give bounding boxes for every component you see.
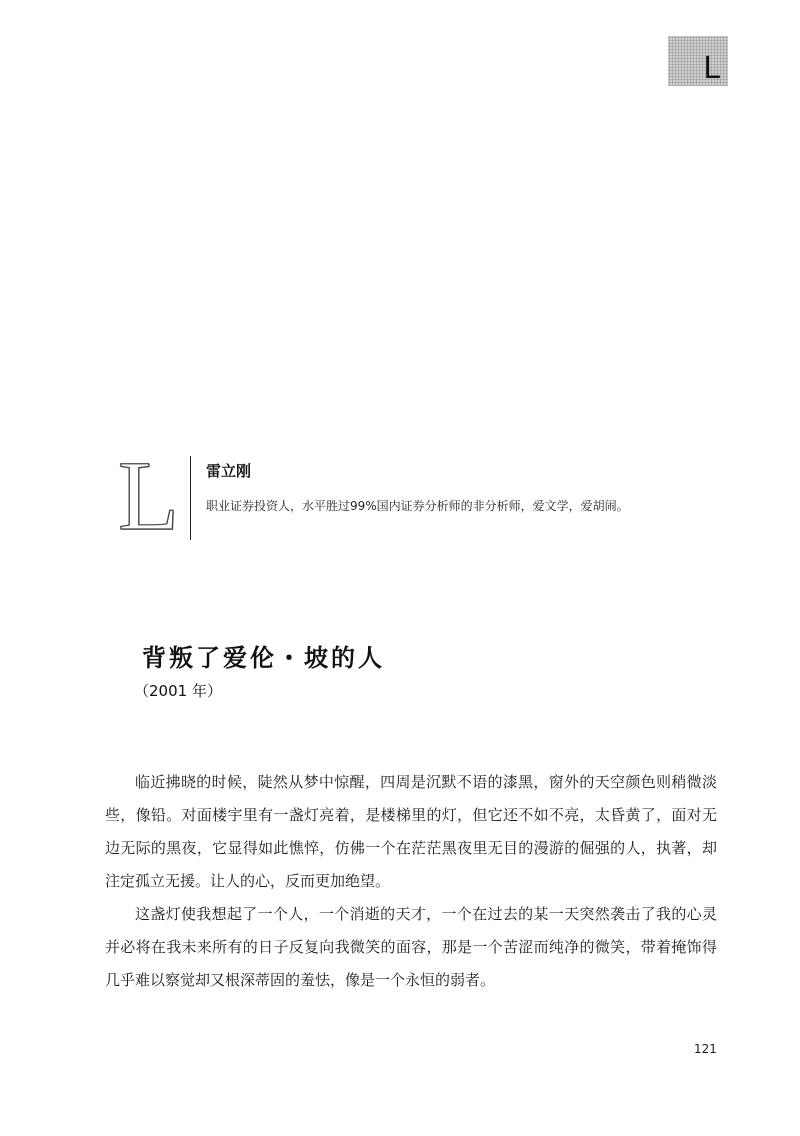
page-number: 121 [694, 1042, 717, 1056]
article-body [105, 766, 717, 997]
author-bio: 职业证券投资人，水平胜过99%国内证券分析师的非分析师，爱文学，爱胡闹。 [206, 499, 629, 513]
article-year: （2001 年） [134, 682, 222, 700]
author-name: 雷立刚 [206, 462, 252, 480]
chapter-tab [668, 36, 728, 86]
paragraph: 临近拂晓的时候，陡然从梦中惊醒，四周是沉默不语的漆黑，窗外的天空颜色则稍微淡些，像铅。对面楼宇里有一盏灯亮着，是楼梯里的灯，但它还不如不亮，太昏黄了，面对无边无际的黑夜，它显得如此憔悴，仿佛一个在茫茫黑夜里无目的漫游的倔强的人，执著，却注定孤立无援。让人的心，反而更加绝望。 [105, 773, 717, 890]
decorative-initial: L [118, 446, 180, 538]
chapter-letter: L [703, 51, 720, 86]
vertical-divider [190, 456, 191, 540]
paragraph: 这盏灯使我想起了一个人，一个消逝的天才，一个在过去的某一天突然袭击了我的心灵并必将在我未来所有的日子反复向我微笑的面容，那是一个苦涩而纯净的微笑，带着掩饰得几乎难以察觉却又根深蒂固的羞怯，像是一个永恒的弱者。 [105, 905, 717, 989]
article-title: 背叛了爱伦・坡的人 [142, 643, 385, 672]
